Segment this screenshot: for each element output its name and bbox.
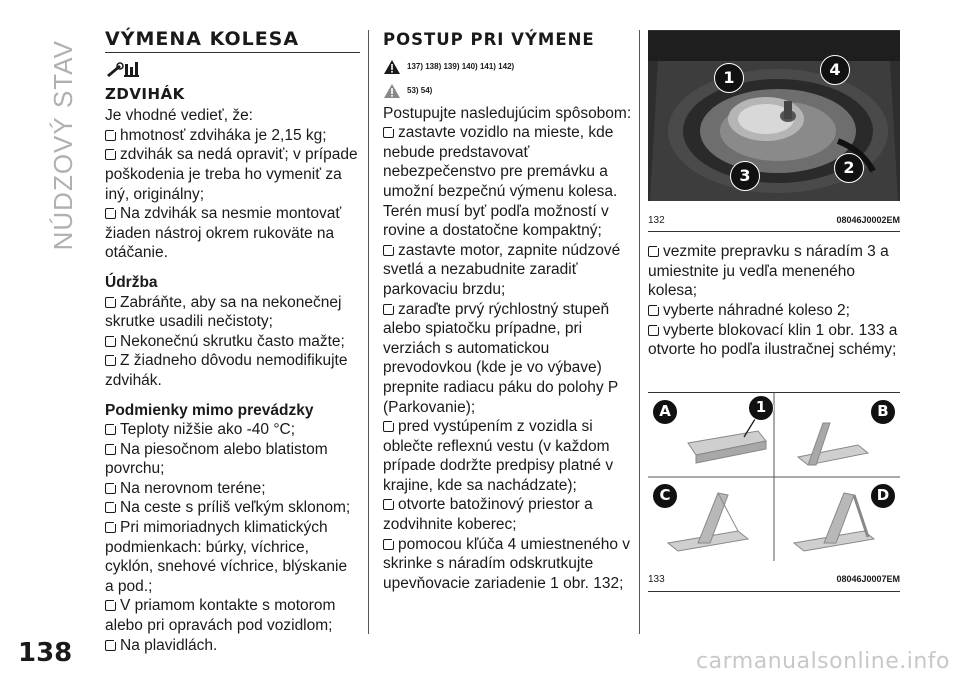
checkbox-bullet-icon: [648, 246, 659, 257]
checkbox-bullet-icon: [105, 355, 116, 366]
jack-heading: ZDVIHÁK: [105, 84, 185, 103]
list-item: zaraďte prvý rýchlostný stupeň alebo spiatočku prípadne, pri verziách s automatickou prevodovkou (kde je vo výbave) prepnite radiacu páku do polohy P (Parkovanie);: [383, 300, 618, 416]
column-divider-1: [368, 30, 369, 634]
figure-code: 08046J0002EM: [836, 214, 900, 225]
checkbox-bullet-icon: [105, 522, 116, 533]
list-item: hmotnosť zdviháka je 2,15 kg;: [105, 126, 360, 146]
checkbox-bullet-icon: [105, 336, 116, 347]
figure-number: 133: [648, 574, 665, 586]
callout-4: 4: [820, 55, 850, 85]
figure-caption-132: [648, 211, 900, 233]
caution-triangle-icon: [383, 83, 401, 99]
figure-132: [648, 30, 900, 232]
callout-B: B: [870, 399, 896, 425]
conditions-heading: Podmienky mimo prevádzky: [105, 401, 314, 419]
maintenance-heading: Údržba: [105, 273, 158, 291]
list-item: Na plavidlách.: [105, 636, 360, 656]
procedure-title: POSTUP PRI VÝMENE: [383, 30, 595, 49]
checkbox-bullet-icon: [105, 130, 116, 141]
checkbox-bullet-icon: [648, 325, 659, 336]
figure-code: 08046J0007EM: [836, 574, 900, 585]
list-item: Na ceste s príliš veľkým sklonom;: [105, 498, 360, 518]
checkbox-bullet-icon: [105, 483, 116, 494]
jack-tools-icon: [105, 61, 141, 79]
checkbox-bullet-icon: [105, 297, 116, 308]
warning-refs: 137) 138) 139) 140) 141) 142): [407, 61, 515, 71]
checkbox-bullet-icon: [383, 421, 394, 432]
list-item: Zabráňte, aby sa na nekonečnej skrutke usadili nečistoty;: [105, 293, 342, 331]
figure-number: 132: [648, 214, 665, 226]
figure-133: [648, 392, 900, 592]
checkbox-bullet-icon: [105, 149, 116, 160]
column-figures: [648, 30, 900, 592]
callout-1: 1: [714, 63, 744, 93]
checkbox-bullet-icon: [105, 208, 116, 219]
list-item: vezmite prepravku s náradím 3 a umiestnite ju vedľa meneného kolesa;: [648, 243, 889, 300]
callout-C: C: [652, 483, 678, 509]
checkbox-bullet-icon: [383, 304, 394, 315]
list-item: zastavte vozidlo na mieste, kde nebude predstavovať nebezpečenstvo pre premávku a umožní bezpečnú výmenu kolesa. Terén musí byť podľa možností v rovine a dostatočne kompaktný;: [383, 124, 618, 240]
checkbox-bullet-icon: [383, 539, 394, 550]
list-item: Na zdvihák sa nesmie montovať žiaden nástroj okrem rukoväte na otáčanie.: [105, 205, 342, 262]
callout-2: 2: [834, 153, 864, 183]
tools-icon-row: [105, 59, 360, 81]
list-item: Teploty nižšie ako -40 °C;: [105, 420, 360, 440]
callout-A: A: [652, 399, 678, 425]
jack-intro: Je vhodné vedieť, že:: [105, 107, 253, 125]
wheel-chock-diagram: [648, 393, 900, 561]
list-item: vyberte náhradné koleso 2;: [648, 301, 900, 321]
side-chapter-title: NÚDZOVÝ STAV: [48, 40, 78, 251]
page-number: 138: [18, 638, 73, 668]
checkbox-bullet-icon: [105, 640, 116, 651]
list-item: vyberte blokovací klin 1 obr. 133 a otvorte ho podľa ilustračnej schémy;: [648, 321, 898, 359]
watermark-text: carmanualsonline.info: [696, 649, 950, 674]
trunk-spare-wheel-photo: [648, 31, 900, 201]
list-item: pomocou kľúča 4 umiestneného v skrinke s náradím odskrutkujte upevňovacie zariadenie 1 obr. 132;: [383, 535, 630, 592]
column-divider-2: [639, 30, 640, 634]
caution-refs: 53) 54): [407, 85, 433, 95]
checkbox-bullet-icon: [648, 305, 659, 316]
list-item: Nekonečnú skrutku často mažte;: [105, 332, 360, 352]
warning-refs-row: [383, 56, 633, 78]
checkbox-bullet-icon: [105, 444, 116, 455]
figure-steps: [648, 242, 900, 360]
section-title: VÝMENA KOLESA: [105, 30, 360, 53]
list-item: Na nerovnom teréne;: [105, 479, 360, 499]
callout-1: 1: [748, 395, 774, 421]
callout-3: 3: [730, 161, 760, 191]
list-item: zdvihák sa nedá opraviť; v prípade poškodenia je treba ho vymeniť za iný, originálny;: [105, 146, 358, 203]
figure-caption-133: [648, 570, 900, 592]
list-item: zastavte motor, zapnite núdzové svetlá a nezabudnite zaradiť parkovaciu brzdu;: [383, 241, 621, 298]
list-item: otvorte batožinový priestor a zodvihnite koberec;: [383, 496, 593, 534]
checkbox-bullet-icon: [383, 245, 394, 256]
checkbox-bullet-icon: [383, 499, 394, 510]
callout-D: D: [870, 483, 896, 509]
procedure-intro: Postupujte nasledujúcim spôsobom:: [383, 104, 632, 122]
checkbox-bullet-icon: [105, 600, 116, 611]
list-item: V priamom kontakte s motorom alebo pri opravách pod vozidlom;: [105, 597, 336, 635]
checkbox-bullet-icon: [105, 502, 116, 513]
list-item: Z žiadneho dôvodu nemodifikujte zdvihák.: [105, 352, 348, 389]
column-procedure: [383, 30, 633, 593]
list-item: Pri mimoriadnych klimatických podmienkach: búrky, víchrice, cyklón, snehové víchrice, blýskanie a pod.;: [105, 519, 348, 595]
list-item: Na piesočnom alebo blatistom povrchu;: [105, 440, 328, 478]
warning-triangle-icon: [383, 59, 401, 75]
checkbox-bullet-icon: [383, 127, 394, 138]
checkbox-bullet-icon: [105, 424, 116, 435]
list-item: pred vystúpením z vozidla si oblečte reflexnú vestu (v každom prípade dodržte predpisy platné v krajine, kde sa nachádzate);: [383, 418, 614, 494]
column-jack: [105, 30, 360, 655]
caution-refs-row: [383, 80, 633, 102]
